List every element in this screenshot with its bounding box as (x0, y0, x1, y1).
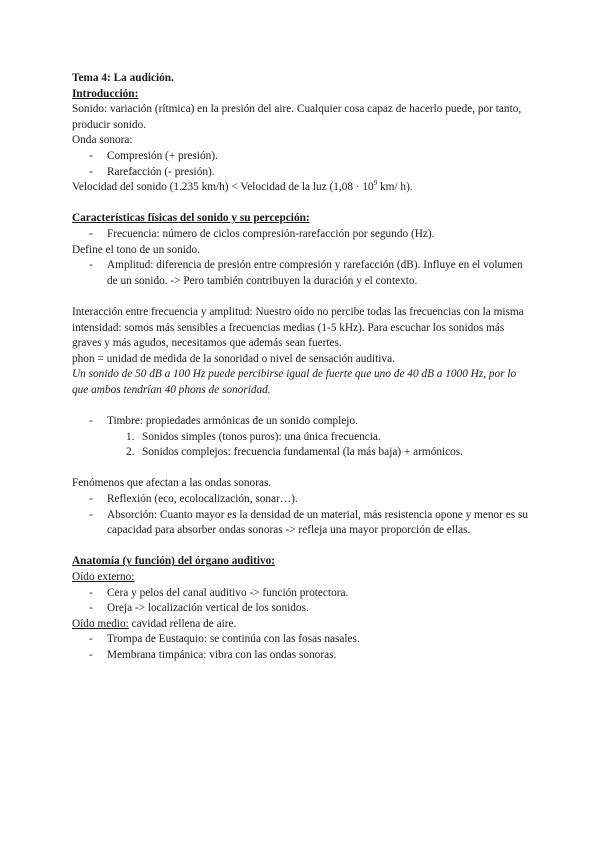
list-item: - Cera y pelos del canal auditivo -> función protectora. (89, 586, 349, 599)
list-item: - Timbre: propiedades armónicas de un sonido complejo. (89, 415, 358, 428)
list-item: - Amplitud: diferencia de presión entre compresión y rarefacción (dB). Influye en el volumen de un sonido. -> Pero también contribuyen la duración y el contexto. (89, 259, 523, 287)
example-paragraph: Un sonido de 50 dB a 100 Hz puede percibirse igual de fuerte que uno de 40 dB a 1000 Hz, por lo que ambos tendrían 40 phons de sonoridad. (72, 368, 517, 396)
intro-heading: Introducción: (72, 87, 139, 100)
intro-paragraph: Sonido: variación (rítmica) en la presión del aire. Cualquier cosa capaz de hacerlo puede, por tanto, producir sonido. (72, 103, 522, 131)
list-item: - Membrana timpánica: vibra con las ondas sonoras. (89, 648, 337, 661)
list-item: - Oreja -> localización vertical de los sonidos. (89, 602, 309, 615)
list-item: - Trompa de Eustaquio: se continúa con las fosas nasales. (89, 633, 360, 646)
oido-medio-line: Oído medio: cavidad rellena de aire. (72, 617, 237, 630)
list-item: - Absorción: Cuanto mayor es la densidad de un material, más resistencia opone y menor es su capacidad para absorber ondas sonoras -> refleja una mayor proporción de ellas. (89, 508, 529, 537)
onda-label: Onda sonora: (72, 134, 133, 147)
list-item: - Reflexión (eco, ecolocalización, sonar…). (89, 493, 298, 506)
list-item: - Compresión (+ presión). (89, 149, 218, 162)
fenomenos-intro: Fenómenos que afectan a las ondas sonoras. (72, 477, 272, 490)
oido-externo-label: Oído externo: (72, 571, 135, 583)
document-page (72, 71, 532, 664)
list-item: - Frecuencia: número de ciclos compresión-rarefacción por segundo (Hz). (89, 227, 435, 240)
anatomia-heading: Anatomía (y función) del órgano auditivo: (72, 555, 276, 568)
list-item: - Rarefacción (- presión). (89, 165, 215, 178)
numbered-item: 2. Sonidos complejos: frecuencia fundamental (la más baja) + armónicos. (126, 446, 464, 459)
interaction-paragraph: Interacción entre frecuencia y amplitud: Nuestro oído no percibe todas las frecuencias con la misma intensidad: somos más sensibles a frecuencias medias (1-5 kHz). Para escuchar los sonidos más graves y más agudos, necesitamos que además sean fuertes. (72, 305, 524, 350)
tono-line: Define el tono de un sonido. (72, 243, 201, 256)
document-title: Tema 4: La audición. (72, 72, 174, 84)
velocity-line: Velocidad del sonido (1.235 km/h) < Velocidad de la luz ($1,08 \cdot 10^9$ km/ h). (72, 179, 413, 194)
caract-heading: Características físicas del sonido y su percepción: (72, 212, 310, 225)
numbered-item: 1. Sonidos simples (tonos puros): una única frecuencia. (126, 430, 381, 443)
phon-line: phon = unidad de medida de la sonoridad o nivel de sensación auditiva. (72, 352, 395, 365)
